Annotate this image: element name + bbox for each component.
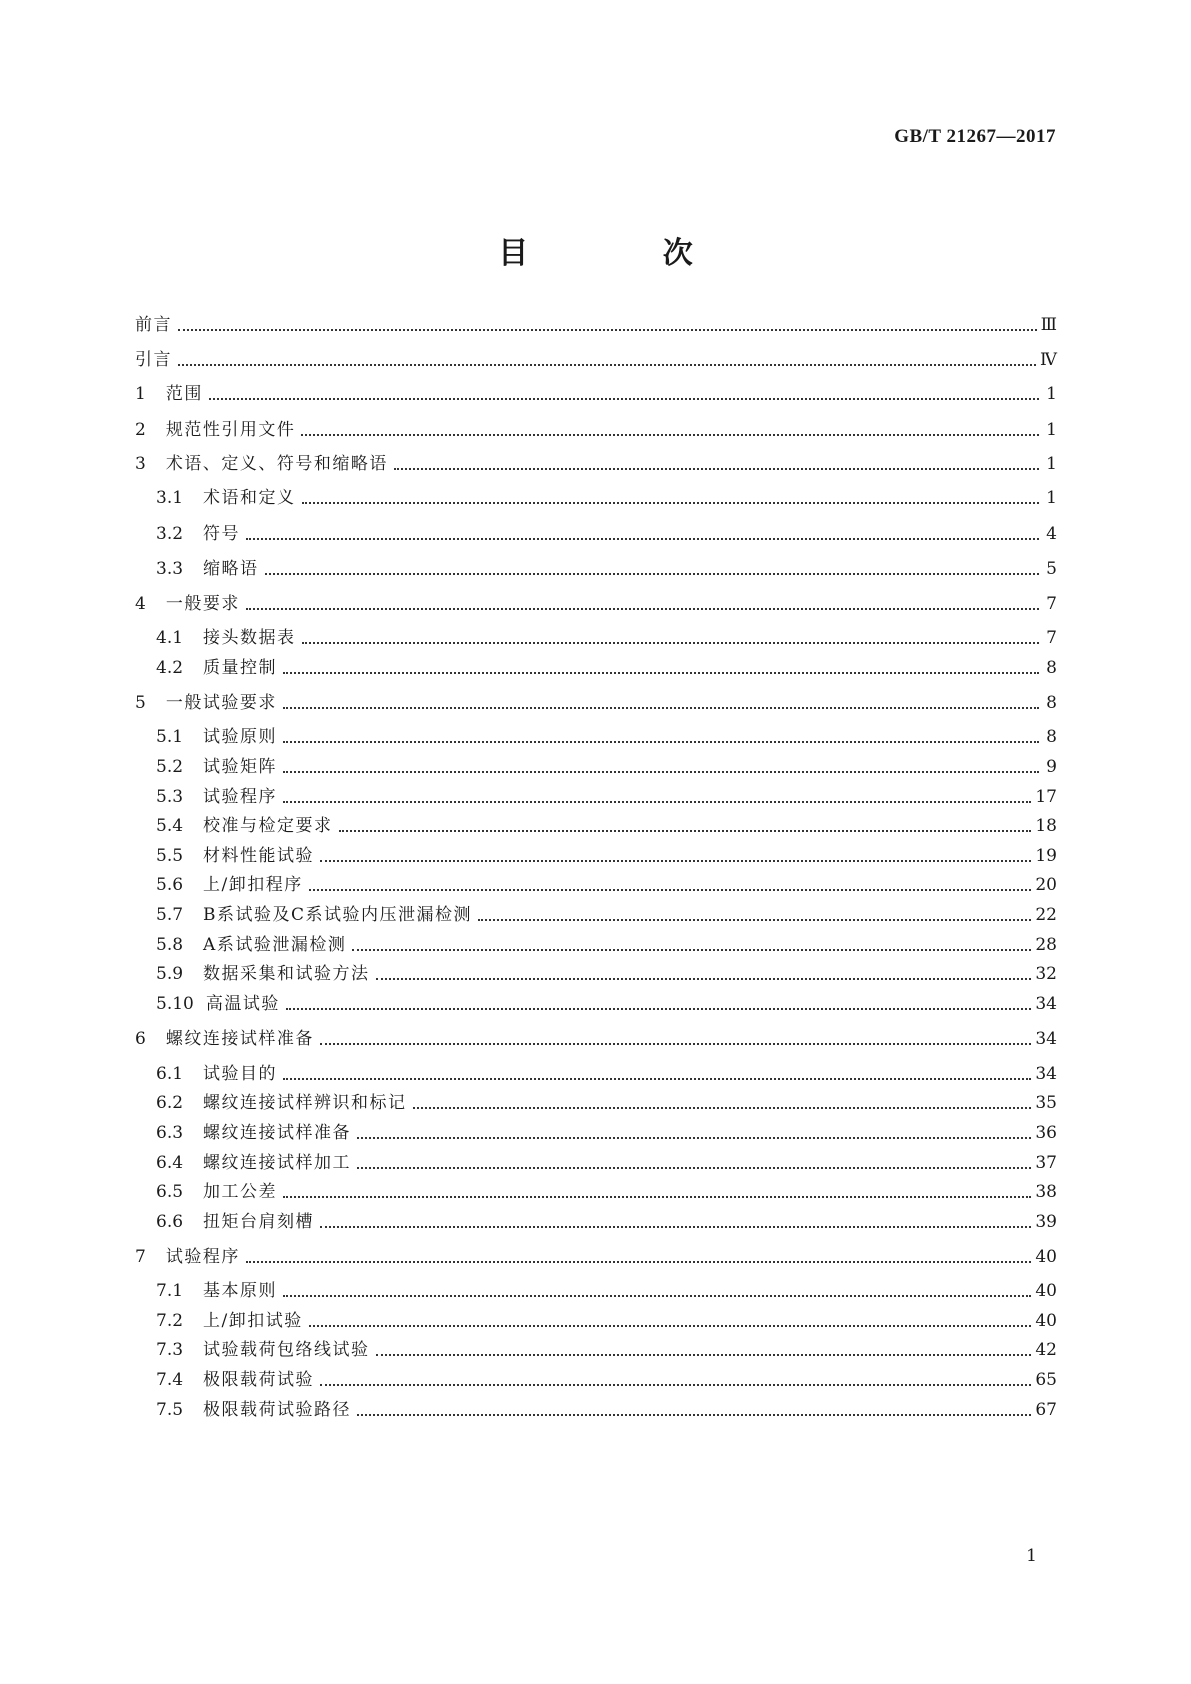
toc-entry-page: 28 <box>1035 935 1057 955</box>
dot-leader <box>283 771 1039 773</box>
toc-entry-number: 7.2 <box>156 1311 184 1331</box>
dot-leader <box>246 538 1039 540</box>
toc-entry-title: 校准与检定要求 <box>203 816 333 836</box>
toc-entry-page: 40 <box>1035 1281 1057 1301</box>
toc-entry-title: 范围 <box>165 384 203 404</box>
dot-leader <box>283 1078 1031 1080</box>
toc-entry-number: 6.5 <box>156 1182 184 1202</box>
toc-entry-page: 5 <box>1046 559 1057 579</box>
toc-entry[interactable] <box>156 1091 1057 1115</box>
toc-entry-number: 7.3 <box>156 1340 184 1360</box>
toc-entry-number: 4.1 <box>156 628 184 648</box>
toc-entry-page: 9 <box>1046 757 1057 777</box>
toc-entry[interactable] <box>156 1338 1057 1362</box>
toc-entry[interactable] <box>156 933 1057 957</box>
toc-entry-number: 3.3 <box>156 559 184 579</box>
toc-entry-title: 上/卸扣试验 <box>203 1311 303 1331</box>
toc-entry[interactable] <box>156 992 1057 1016</box>
toc-entry-title: 数据采集和试验方法 <box>203 964 370 984</box>
toc-entry-number: 7.1 <box>156 1281 184 1301</box>
toc-entry-number: 5.5 <box>156 846 184 866</box>
toc-entry-title: 引言 <box>135 350 172 370</box>
toc-entry[interactable] <box>156 844 1057 868</box>
toc-entry-number: 6.3 <box>156 1123 184 1143</box>
toc-entry[interactable] <box>156 903 1057 927</box>
toc-entry[interactable] <box>135 382 1057 406</box>
toc-entry-number: 5.10 <box>156 994 194 1014</box>
toc-entry[interactable] <box>156 1180 1057 1204</box>
dot-leader <box>286 1008 1032 1010</box>
toc-entry[interactable] <box>156 1210 1057 1234</box>
toc-entry-title: 高温试验 <box>205 994 280 1014</box>
toc-entry-title: A系试验泄漏检测 <box>203 935 347 955</box>
toc-entry-number: 5.2 <box>156 757 184 777</box>
toc-entry[interactable] <box>135 691 1057 715</box>
dot-leader <box>301 434 1039 436</box>
toc-entry[interactable] <box>156 1398 1057 1422</box>
dot-leader <box>283 707 1039 709</box>
toc-entry-title: 螺纹连接试样准备 <box>203 1123 352 1143</box>
toc-entry-title: 规范性引用文件 <box>165 420 296 440</box>
toc-entry-title: 极限载荷试验 <box>203 1370 315 1390</box>
dot-leader <box>302 642 1039 644</box>
toc-entry[interactable] <box>135 1245 1057 1269</box>
toc-entry-title: 前言 <box>135 315 172 335</box>
toc-entry-page: 1 <box>1046 454 1057 474</box>
toc-entry-number: 4.2 <box>156 658 184 678</box>
toc-entry-title: 螺纹连接试样辨识和标记 <box>203 1093 407 1113</box>
standard-code: GB/T 21267—2017 <box>894 126 1056 147</box>
toc-entry-page: 1 <box>1046 420 1057 440</box>
dot-leader <box>357 1167 1031 1169</box>
toc-entry-page: 34 <box>1035 1029 1057 1049</box>
toc-entry-title: 试验矩阵 <box>203 757 278 777</box>
toc-entry-number: 3 <box>135 454 146 474</box>
toc-entry-number: 6.2 <box>156 1093 184 1113</box>
toc-entry[interactable] <box>156 785 1057 809</box>
toc-entry-page: 22 <box>1035 905 1057 925</box>
dot-leader <box>320 1384 1031 1386</box>
toc-entry[interactable] <box>156 656 1057 680</box>
toc-entry-number: 7 <box>135 1247 146 1267</box>
toc-entry-page: 65 <box>1035 1370 1057 1390</box>
dot-leader <box>413 1107 1032 1109</box>
toc-entry-page: 40 <box>1035 1311 1057 1331</box>
toc-entry-title: 螺纹连接试样加工 <box>203 1153 352 1173</box>
toc-entry-number: 6.4 <box>156 1153 184 1173</box>
toc-entry-number: 6 <box>135 1029 146 1049</box>
toc-entry-page: 7 <box>1046 628 1057 648</box>
toc-entry-page: 37 <box>1035 1153 1057 1173</box>
toc-entry-title: 缩略语 <box>203 559 259 579</box>
dot-leader <box>178 364 1036 366</box>
dot-leader <box>309 1325 1032 1327</box>
toc-entry[interactable] <box>156 962 1057 986</box>
toc-entry-title: 试验程序 <box>165 1247 240 1267</box>
toc-entry-page: 8 <box>1046 727 1057 747</box>
toc-entry-page: 7 <box>1046 594 1057 614</box>
toc-entry[interactable] <box>156 557 1057 581</box>
toc-entry-number: 7.4 <box>156 1370 184 1390</box>
toc-entry-number: 5.3 <box>156 787 184 807</box>
toc-entry-number: 1 <box>135 384 146 404</box>
toc-entry-number: 5.1 <box>156 727 184 747</box>
toc-entry-title: 极限载荷试验路径 <box>203 1400 352 1420</box>
toc-entry-title: 试验载荷包络线试验 <box>203 1340 370 1360</box>
toc-entry-title: 接头数据表 <box>203 628 296 648</box>
toc-entry-page: 20 <box>1035 875 1057 895</box>
dot-leader <box>357 1137 1031 1139</box>
toc-entry-page: Ⅲ <box>1040 315 1057 335</box>
toc-entry-title: B系试验及C系试验内压泄漏检测 <box>203 905 473 925</box>
toc-entry[interactable] <box>135 348 1057 372</box>
dot-leader <box>178 329 1037 331</box>
toc-entry-page: 34 <box>1035 994 1057 1014</box>
dot-leader <box>302 502 1039 504</box>
toc-entry-title: 符号 <box>203 524 241 544</box>
toc-entry[interactable] <box>156 873 1057 897</box>
toc-entry-number: 5.8 <box>156 935 184 955</box>
dot-leader <box>283 672 1039 674</box>
dot-leader <box>320 1043 1032 1045</box>
page-number: 1 <box>1026 1546 1037 1566</box>
toc-entry[interactable] <box>135 1027 1057 1051</box>
toc-entry-title: 一般试验要求 <box>165 693 277 713</box>
toc-entry-number: 5 <box>135 693 146 713</box>
toc-entry-page: 4 <box>1046 524 1057 544</box>
toc-entry[interactable] <box>156 1368 1057 1392</box>
toc-entry-number: 3.1 <box>156 488 184 508</box>
dot-leader <box>246 608 1039 610</box>
toc-entry-title: 螺纹连接试样准备 <box>165 1029 314 1049</box>
toc-entry-page: 8 <box>1046 693 1057 713</box>
toc-entry[interactable] <box>135 313 1057 337</box>
toc-entry-page: 17 <box>1035 787 1057 807</box>
toc-entry-title: 质量控制 <box>203 658 278 678</box>
toc-entry-page: 8 <box>1046 658 1057 678</box>
toc-entry-title: 加工公差 <box>203 1182 278 1202</box>
toc-entry-number: 6.1 <box>156 1064 184 1084</box>
toc-entry-title: 材料性能试验 <box>203 846 315 866</box>
toc-entry-page: 67 <box>1035 1400 1057 1420</box>
toc-entry-page: 38 <box>1035 1182 1057 1202</box>
toc-entry[interactable] <box>156 814 1057 838</box>
toc-entry-page: 40 <box>1035 1247 1057 1267</box>
toc-entry-number: 5.7 <box>156 905 184 925</box>
toc-entry-page: 39 <box>1035 1212 1057 1232</box>
toc-entry[interactable] <box>156 626 1057 650</box>
dot-leader <box>352 949 1031 951</box>
toc-entry-page: 18 <box>1035 816 1057 836</box>
toc-entry-title: 试验目的 <box>203 1064 278 1084</box>
dot-leader <box>246 1261 1032 1263</box>
dot-leader <box>376 1354 1032 1356</box>
toc-entry-title: 术语、定义、符号和缩略语 <box>165 454 388 474</box>
dot-leader <box>339 830 1032 832</box>
toc-entry-page: 36 <box>1035 1123 1057 1143</box>
dot-leader <box>283 741 1039 743</box>
dot-leader <box>394 468 1039 470</box>
toc-entry-title: 术语和定义 <box>203 488 296 508</box>
toc-entry-number: 4 <box>135 594 146 614</box>
toc-entry-number: 7.5 <box>156 1400 184 1420</box>
toc-entry-page: 42 <box>1035 1340 1057 1360</box>
dot-leader <box>283 801 1031 803</box>
toc-entry[interactable] <box>135 452 1057 476</box>
dot-leader <box>265 573 1039 575</box>
toc-entry-title: 试验程序 <box>203 787 278 807</box>
toc-entry-page: 34 <box>1035 1064 1057 1084</box>
toc-entry[interactable] <box>156 725 1057 749</box>
toc-entry[interactable] <box>156 1062 1057 1086</box>
toc-entry-title: 试验原则 <box>203 727 278 747</box>
toc-entry-title: 基本原则 <box>203 1281 278 1301</box>
toc-entry-title: 上/卸扣程序 <box>203 875 303 895</box>
toc-entry-page: 1 <box>1046 384 1057 404</box>
toc-entry-page: 1 <box>1046 488 1057 508</box>
toc-entry-title: 扭矩台肩刻槽 <box>203 1212 315 1232</box>
toc-entry-page: 19 <box>1035 846 1057 866</box>
toc-entry-number: 3.2 <box>156 524 184 544</box>
toc-entry[interactable] <box>156 1279 1057 1303</box>
toc-entry-number: 5.4 <box>156 816 184 836</box>
toc-entry-page: Ⅳ <box>1040 350 1057 370</box>
toc-entry[interactable] <box>135 418 1057 442</box>
toc-entry-page: 32 <box>1035 964 1057 984</box>
dot-leader <box>357 1414 1031 1416</box>
toc-entry[interactable] <box>156 522 1057 546</box>
dot-leader <box>376 978 1032 980</box>
dot-leader <box>283 1196 1031 1198</box>
toc-entry-number: 5.9 <box>156 964 184 984</box>
toc-entry[interactable] <box>156 486 1057 510</box>
toc-entry[interactable] <box>156 1121 1057 1145</box>
toc-entry[interactable] <box>156 1309 1057 1333</box>
toc-entry-number: 6.6 <box>156 1212 184 1232</box>
toc-entry-title: 一般要求 <box>165 594 240 614</box>
toc-entry-number: 5.6 <box>156 875 184 895</box>
dot-leader <box>309 889 1032 891</box>
dot-leader <box>209 398 1039 400</box>
page-title: 目 次 <box>498 236 755 271</box>
toc-entry-page: 35 <box>1035 1093 1057 1113</box>
toc-entry[interactable] <box>156 755 1057 779</box>
dot-leader <box>283 1295 1031 1297</box>
toc-entry-number: 2 <box>135 420 146 440</box>
toc-entry[interactable] <box>156 1151 1057 1175</box>
dot-leader <box>320 1226 1031 1228</box>
dot-leader <box>478 919 1031 921</box>
toc-entry[interactable] <box>135 592 1057 616</box>
dot-leader <box>320 860 1031 862</box>
